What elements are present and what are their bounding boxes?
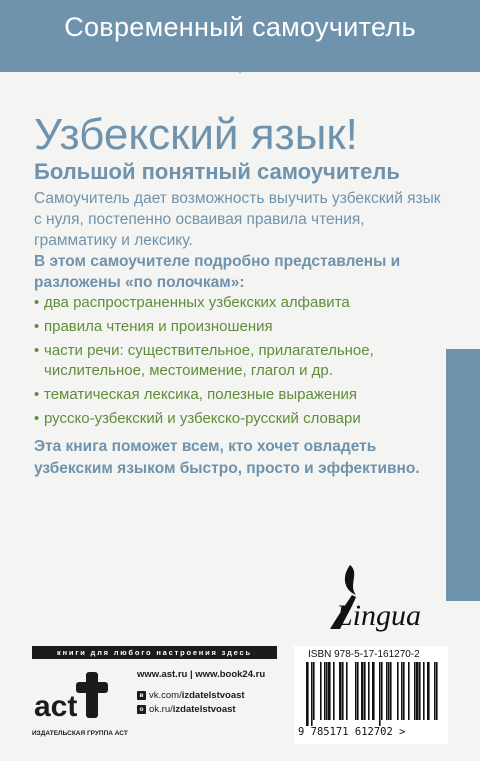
bullet-icon: • — [34, 342, 40, 359]
barcode-bar — [339, 662, 342, 720]
barcode-bar — [419, 662, 421, 720]
vk-link[interactable] — [137, 690, 245, 701]
bullet-icon: • — [34, 410, 40, 427]
barcode-bar — [403, 662, 405, 720]
barcode-bar — [423, 662, 425, 720]
bullet-icon: • — [34, 386, 40, 403]
bullet-icon: • — [34, 318, 40, 335]
barcode-bar — [361, 662, 364, 720]
barcode-bar — [324, 662, 326, 720]
ast-logo-text: act — [34, 690, 78, 723]
barcode-bar — [408, 662, 410, 720]
barcode-bar — [388, 662, 390, 720]
barcode-bar — [346, 662, 348, 720]
barcode-bar — [436, 662, 438, 720]
book-subtitle: Большой понятный самоучитель — [34, 159, 400, 184]
barcode-bar — [333, 662, 335, 720]
barcode-bar — [416, 662, 419, 720]
vk-prefix: vk.com/ — [149, 690, 182, 701]
barcode-bar — [357, 662, 359, 720]
barcode-bar — [434, 662, 436, 720]
barcode-bar — [328, 662, 331, 720]
barcode-bar — [355, 662, 357, 720]
barcode-bar — [326, 662, 328, 720]
ok-link[interactable] — [137, 704, 236, 715]
lingua-logo-icon — [326, 561, 436, 633]
ok-handle: izdatelstvoast — [172, 704, 236, 715]
list-item — [34, 293, 444, 313]
barcode-bar — [390, 662, 392, 720]
vk-icon: в — [137, 691, 146, 700]
publisher-name: ИЗДАТЕЛЬСКАЯ ГРУППА АСТ — [32, 730, 128, 737]
tagline-strip: книги для любого настроения здесь — [32, 646, 277, 659]
ok-prefix: ok.ru/ — [149, 704, 173, 715]
side-accent-bar — [446, 349, 480, 601]
lingua-logo-text: Lingua — [336, 599, 422, 632]
barcode-bar — [381, 662, 383, 720]
barcode-bar — [401, 662, 403, 720]
series-title: Современный самоучитель — [64, 12, 416, 42]
bullet-icon: • — [34, 294, 40, 311]
ok-icon: о — [137, 705, 146, 714]
list-item-text: правила чтения и произношения — [44, 318, 273, 335]
barcode-bar — [397, 662, 399, 720]
book-title: Узбекский язык! — [34, 110, 358, 159]
list-item — [34, 409, 444, 429]
barcode-bar — [379, 662, 381, 726]
barcode-bar — [306, 662, 309, 726]
list-item-text: два распространенных узбекских алфавита — [44, 294, 350, 311]
website-links[interactable]: www.ast.ru | www.book24.ru — [137, 669, 266, 680]
barcode-bar — [372, 662, 375, 720]
barcode-digits: 9 785171 612702 > — [298, 726, 406, 738]
barcode-bar — [427, 662, 430, 720]
isbn-number: ISBN 978-5-17-161270-2 — [308, 649, 420, 660]
intro-paragraph: Самоучитель дает возможность выучить узбекский язык с нуля, постепенно осваивая правила чтения, грамматику и лексику. — [34, 190, 441, 249]
barcode-bar — [342, 662, 344, 720]
barcode-bar — [311, 662, 313, 726]
list-item-text: тематическая лексика, полезные выражения — [44, 386, 358, 403]
list-item — [34, 385, 444, 405]
closing-paragraph: Эта книга поможет всем, кто хочет овладеть узбекским языком быстро, просто и эффективно. — [34, 438, 420, 477]
barcode-bar — [386, 662, 388, 720]
barcode-bar — [368, 662, 370, 720]
list-item — [34, 317, 444, 337]
barcode-bar — [414, 662, 416, 720]
list-heading: В этом самоучителе подробно представлены и разложены «по полочкам»: — [34, 253, 401, 291]
barcode-bar — [313, 662, 315, 720]
barcode-bar — [364, 662, 366, 720]
banner-notch — [225, 60, 255, 73]
ast-logo-icon — [32, 666, 116, 726]
list-item-text: русско-узбекский и узбекско-русский словари — [44, 410, 361, 427]
barcode-bar — [320, 662, 322, 720]
list-item — [34, 341, 444, 381]
isbn-block — [294, 646, 448, 744]
vk-handle: izdatelstvoast — [181, 690, 245, 701]
barcode-icon — [306, 662, 438, 726]
list-item-text: части речи: существительное, прилагательное, числительное, местоимение, глагол и др. — [44, 342, 374, 379]
feature-list — [34, 293, 444, 433]
